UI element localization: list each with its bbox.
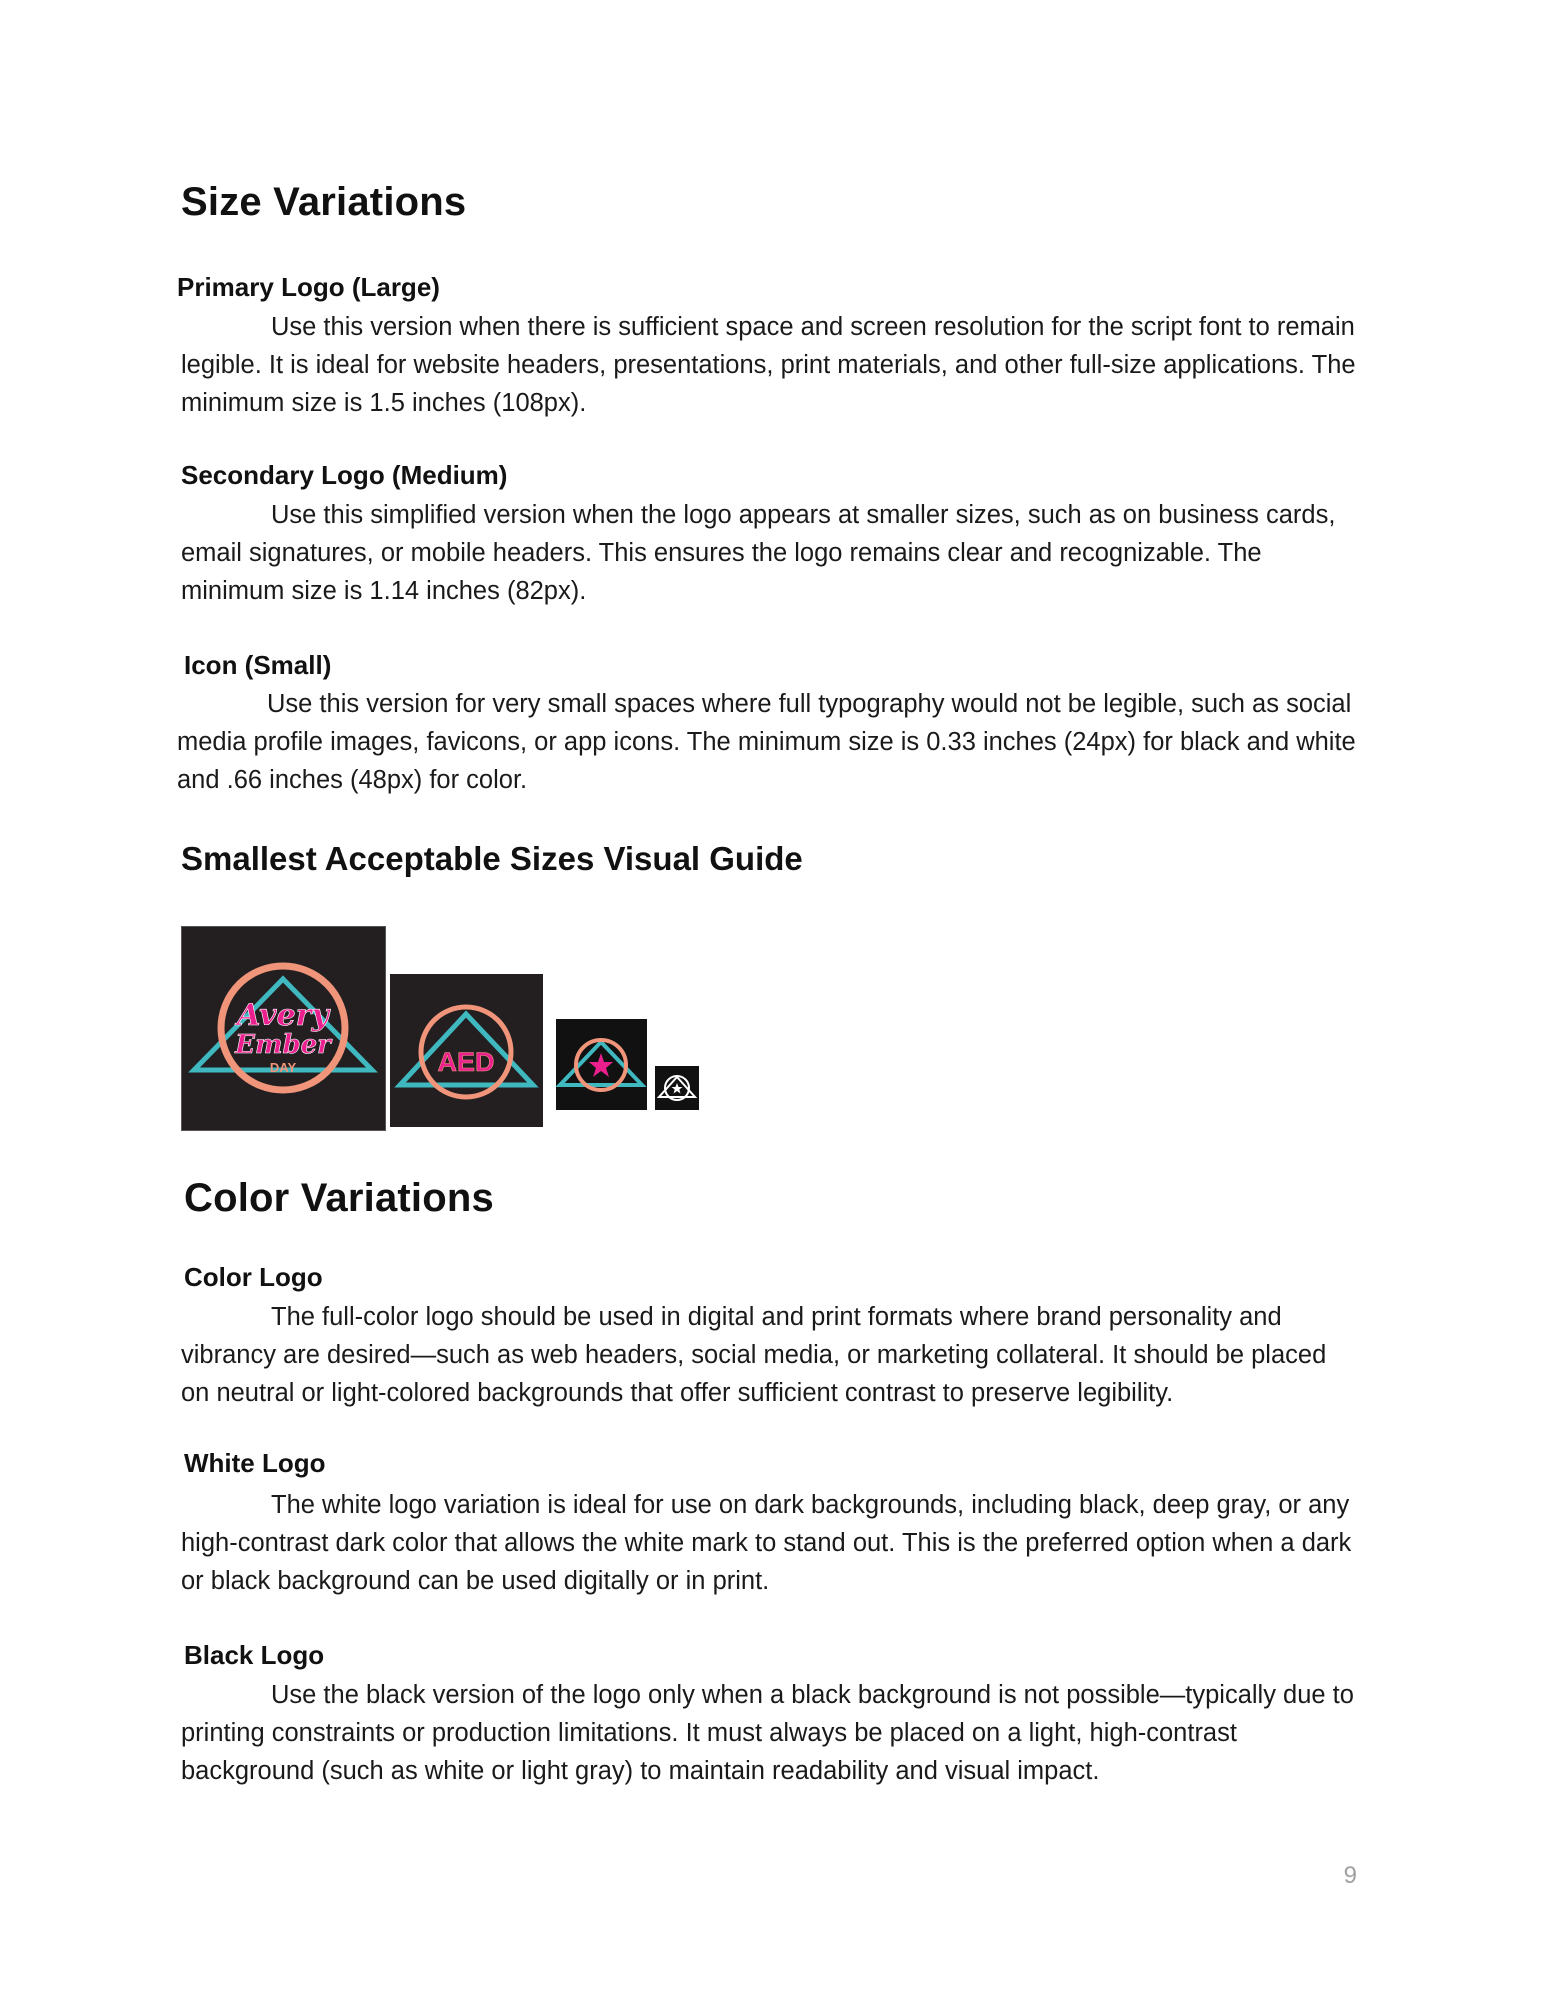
secondary-logo-body: Use this simplified version when the logo appears at smaller sizes, such as on business cards, email signatures, or mobile headers. This ensures the logo remains clear and recognizable. The minimum size is 1.14 inches (82px). [181,501,1336,605]
bw-icon-graphic [655,1066,699,1110]
color-icon-graphic [556,1019,647,1110]
page-number: 9 [1343,1862,1357,1889]
white-logo-heading: White Logo [184,1448,326,1478]
secondary-logo-graphic [390,974,543,1127]
logo-word-day: DAY [269,1060,297,1075]
icon-heading: Icon (Small) [184,650,332,680]
color-logo-body: The full-color logo should be used in digital and print formats where brand personality and vibrancy are desired—such as web headers, social media, or marketing collateral. It should be placed on neutral or light-colored backgrounds that offer sufficient contrast to preserve legibility. [181,1303,1327,1407]
white-logo-body: The white logo variation is ideal for use on dark backgrounds, including black, deep gray, or any high-contrast dark color that allows the white mark to stand out. This is the preferred option when a dark or black background can be used digitally or in print. [181,1491,1352,1595]
color-variations-title: Color Variations [184,1176,494,1220]
logo-initials: AED [437,1047,495,1077]
primary-logo-graphic [182,927,385,1130]
secondary-logo-sample [390,974,543,1127]
star-icon [672,1083,683,1094]
size-variations-title: Size Variations [181,180,467,224]
primary-logo-heading: Primary Logo (Large) [177,272,440,302]
visual-guide-title: Smallest Acceptable Sizes Visual Guide [181,840,803,877]
primary-logo-sample [181,926,386,1131]
star-icon [589,1053,613,1077]
black-logo-heading: Black Logo [184,1640,325,1670]
logo-word-ember: Ember [235,1030,331,1060]
logo-size-samples [181,926,741,1131]
logo-word-avery: Avery [237,998,329,1033]
secondary-logo-heading: Secondary Logo (Medium) [181,460,508,490]
primary-logo-body: Use this version when there is sufficient space and screen resolution for the script font to remain legible. It is ideal for website headers, presentations, print materials, and other full-size applications. The minimum size is 1.5 inches (108px). [181,313,1356,417]
bw-icon-sample [655,1066,699,1110]
color-logo-heading: Color Logo [184,1262,323,1292]
color-icon-sample [556,1019,647,1110]
black-logo-body: Use the black version of the logo only when a black background is not possible—typically due to printing constraints or production limitations. It must always be placed on a light, high-contrast background (such as white or light gray) to maintain readability and visual impact. [181,1681,1354,1785]
icon-body: Use this version for very small spaces where full typography would not be legible, such as social media profile images, favicons, or app icons. The minimum size is 0.33 inches (24px) for black and white and .66 inches (48px) for color. [177,690,1356,794]
